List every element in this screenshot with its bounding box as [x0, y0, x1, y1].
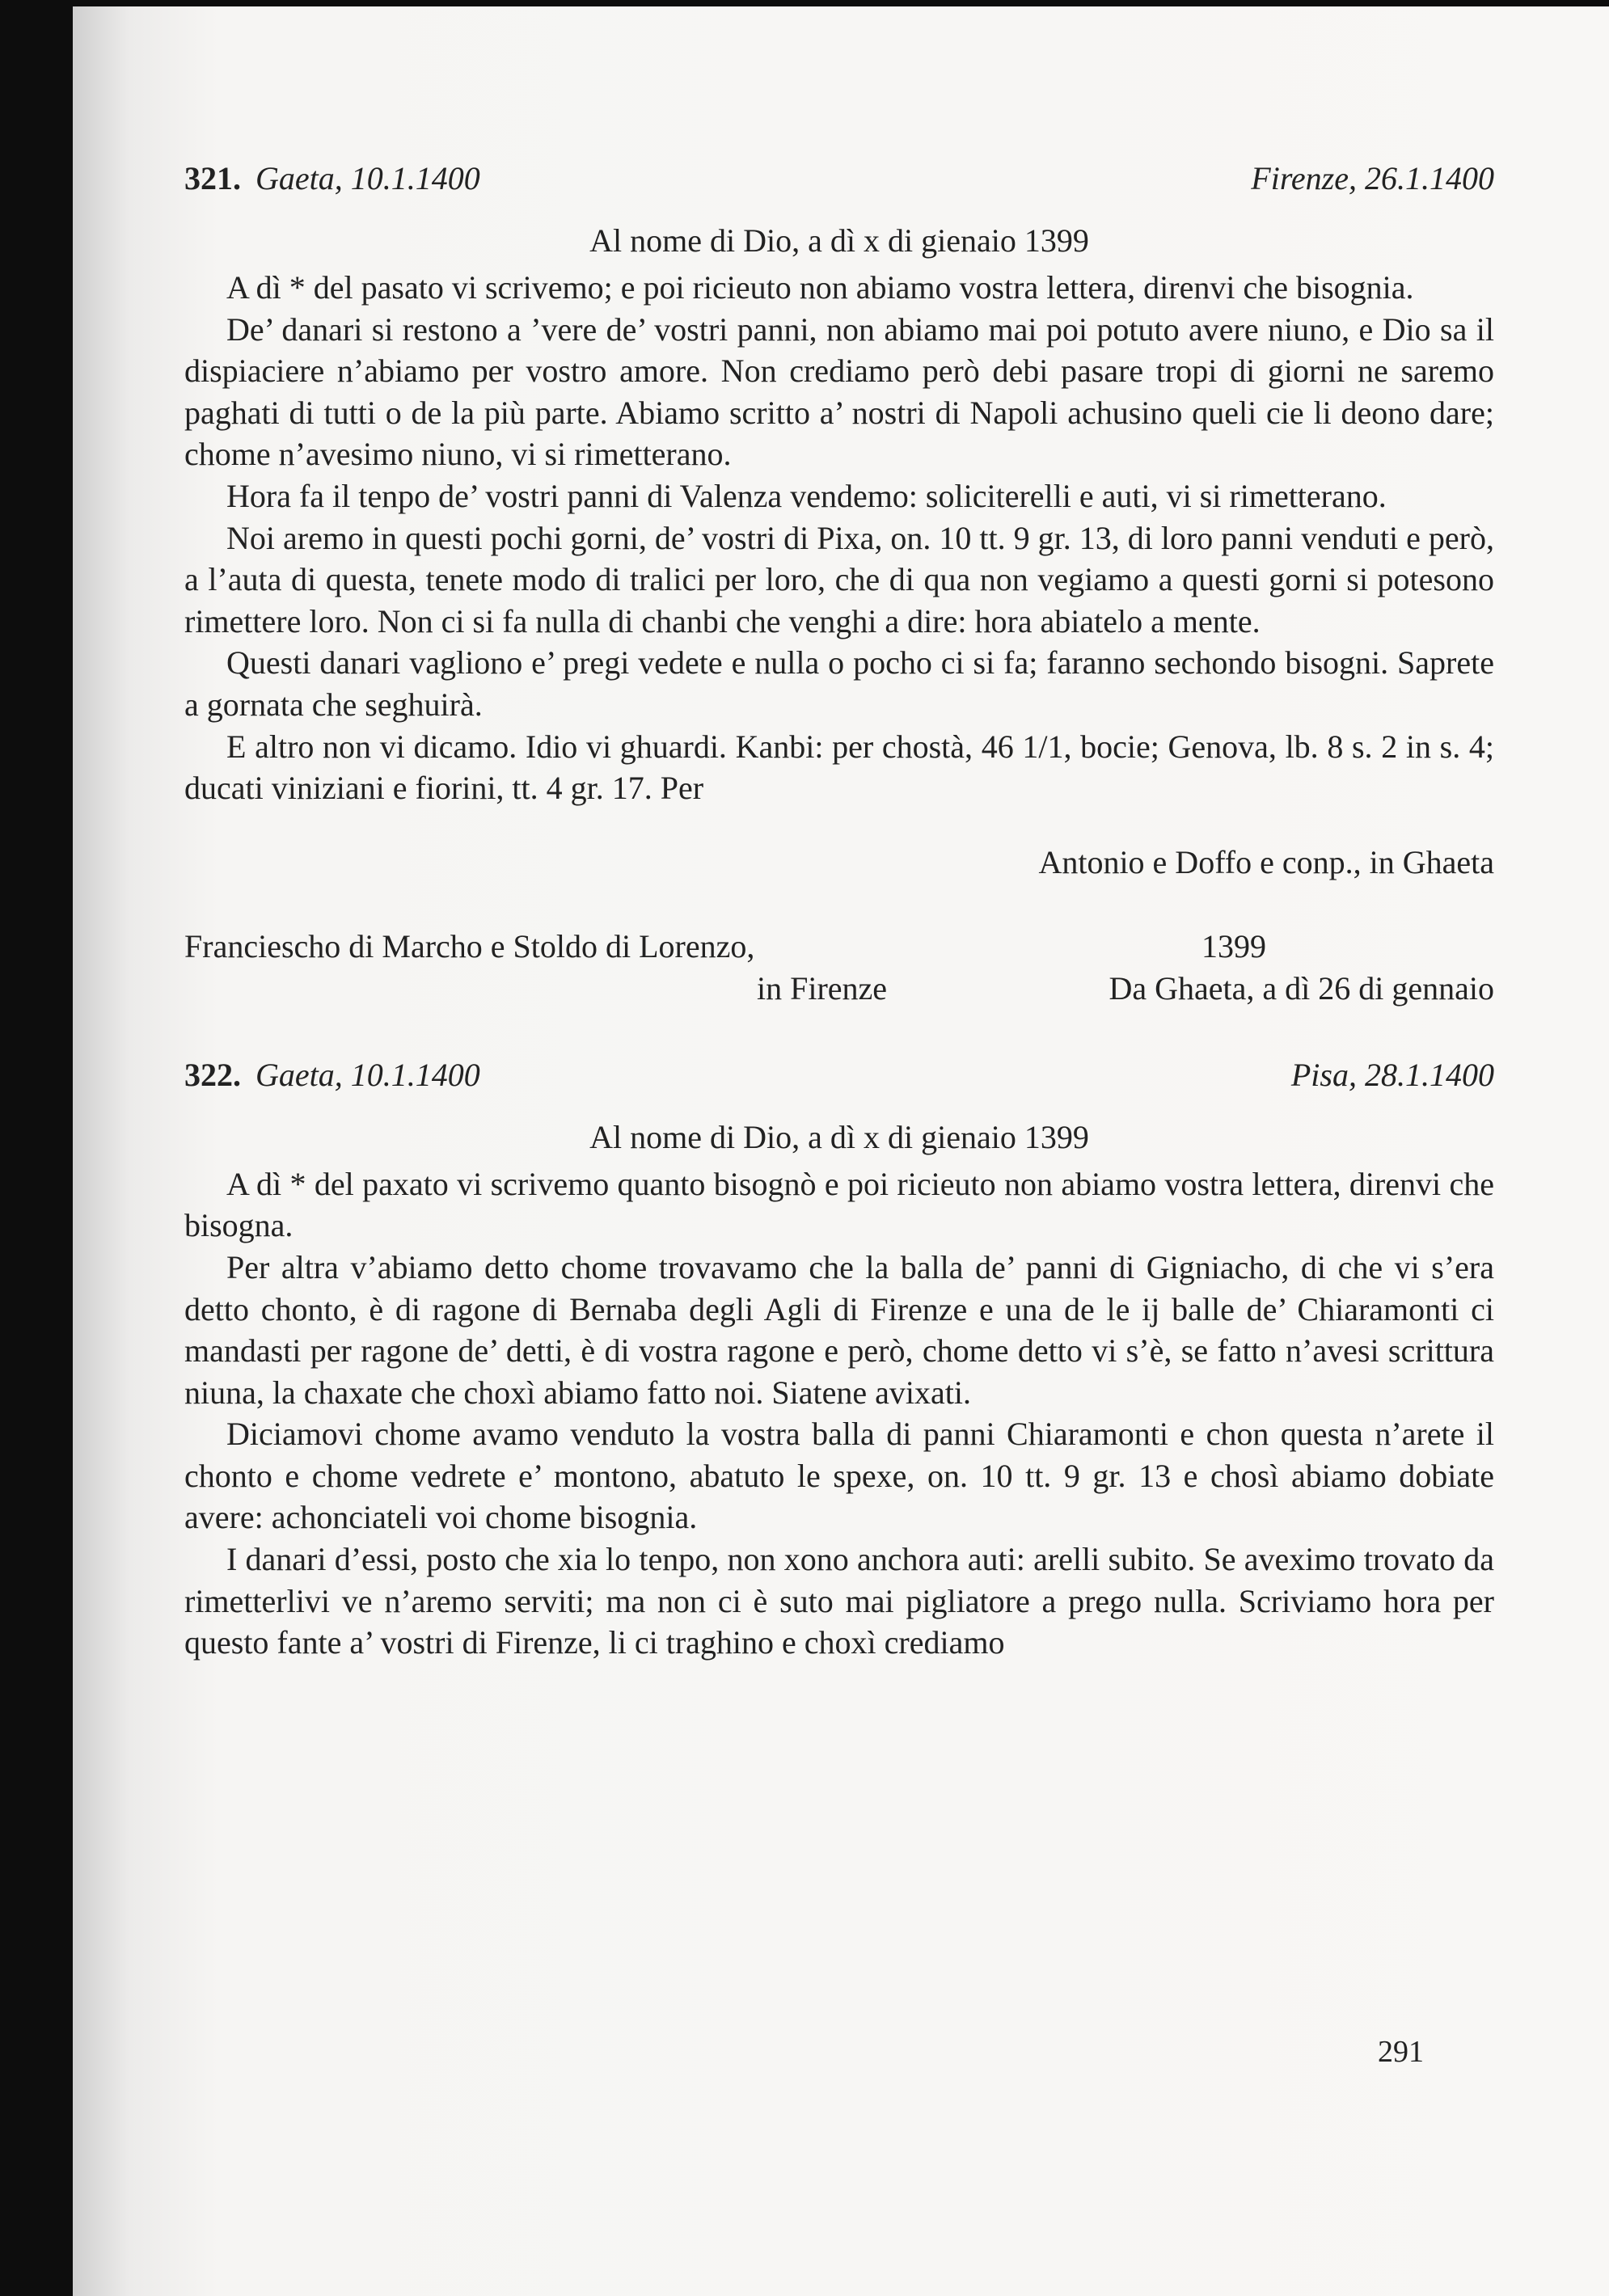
letter-number: 321.	[184, 160, 241, 196]
address-block	[184, 926, 1494, 1010]
letter-322	[184, 1053, 1494, 1664]
address-year: 1399	[1201, 927, 1266, 964]
address-received: Da Ghaeta, a dì 26 di gennaio	[1109, 969, 1494, 1007]
letter-header	[184, 1053, 1494, 1097]
paragraph: E altro non vi dicamo. Idio vi ghuardi. Kanbi: per chostà, 46 1/1, bocie; Genova, lb. 8 s. 2 in s. 4; ducati viniziani e fiorini, tt. 4 gr. 17. Per	[184, 728, 1494, 807]
paragraph: A dì * del paxato vi scrivemo quanto bisognò e poi ricieuto non abiamo vostra lettera, direnvi che bisogna.	[184, 1165, 1494, 1244]
paragraph: Hora fa il tenpo de’ vostri panni di Valenza vendemo: soliciterelli e auti, vi si rimetterano.	[226, 477, 1387, 514]
letter-destination: Firenze, 26.1.1400	[1251, 160, 1494, 196]
paragraph: I danari d’essi, posto che xia lo tenpo, non xono anchora auti: arelli subito. Se aveximo trovato da rimetterlivi ve n’aremo serviti; ma non ci è suto mai pigliatore a prego nulla. Scriviamo hora per questo fante a’ vostri di Firenze, li ci traghino e choxì crediamo	[184, 1541, 1494, 1661]
book-page	[73, 6, 1609, 2296]
letter-origin: Gaeta, 10.1.1400	[255, 1056, 480, 1093]
signature: Antonio e Doffo e conp., in Ghaeta	[1038, 843, 1494, 880]
address-city: in Firenze	[757, 969, 888, 1007]
salutation: Al nome di Dio, a dì x di gienaio 1399	[589, 222, 1089, 259]
paragraph: Per altra v’abiamo detto chome trovavamo che la balla de’ panni di Gigniacho, di che vi s’era detto chonto, è di ragone di Bernaba degli Agli di Firenze e una de le ij balle de’ Chiaramonti ci mandasti per ragone de’ detti, è di vostra ragone e però, chome detto vi s’è, se fatto n’avesi scrittura niuna, la chaxate che choxì abiamo fatto noi. Siatene avixati.	[184, 1248, 1494, 1411]
address-recipient: Franciescho di Marcho e Stoldo di Lorenzo,	[184, 927, 755, 964]
letter-number: 322.	[184, 1056, 241, 1093]
page-number: 291	[1378, 2035, 1424, 2069]
paragraph: Questi danari vagliono e’ pregi vedete e nulla o pocho ci si fa; faranno sechondo bisogni. Saprete a gornata che seghuirà.	[184, 644, 1494, 723]
paragraph: A dì * del pasato vi scrivemo; e poi ricieuto non abiamo vostra lettera, direnvi che bisognia.	[226, 269, 1414, 306]
letter-321	[184, 157, 1494, 1010]
paragraph: De’ danari si restono a ’vere de’ vostri panni, non abiamo mai poi potuto avere niuno, e Dio sa il dispiaciere n’abiamo per vostro amore. Non crediamo però debi pasare tropi di giorni ne saremo paghati di tutti o de la più parte. Abiamo scritto a’ nostri di Napoli achusino queli cie li deono dare; chome n’avesimo niuno, vi si rimetterano.	[184, 310, 1494, 473]
page-text	[184, 157, 1494, 1664]
paragraph: Noi aremo in questi pochi gorni, de’ vostri di Pixa, on. 10 tt. 9 gr. 13, di loro panni venduti e però, a l’auta di questa, tenete modo di tralici per loro, che di qua non vegiamo a questi gorni si potesono rimettere loro. Non ci si fa nulla di chanbi che venghi a dire: hora abiatelo a mente.	[184, 519, 1494, 639]
letter-origin: Gaeta, 10.1.1400	[255, 160, 480, 196]
letter-header	[184, 157, 1494, 200]
paragraph: Diciamovi chome avamo venduto la vostra balla di panni Chiaramonti e chon questa n’arete il chonto e chome vedrete e’ montono, abatuto le spexe, on. 10 tt. 9 gr. 13 e chosì abiamo dobiate avere: achonciateli voi chome bisognia.	[184, 1416, 1494, 1536]
salutation: Al nome di Dio, a dì x di gienaio 1399	[589, 1118, 1089, 1155]
letter-destination: Pisa, 28.1.1400	[1290, 1056, 1494, 1093]
